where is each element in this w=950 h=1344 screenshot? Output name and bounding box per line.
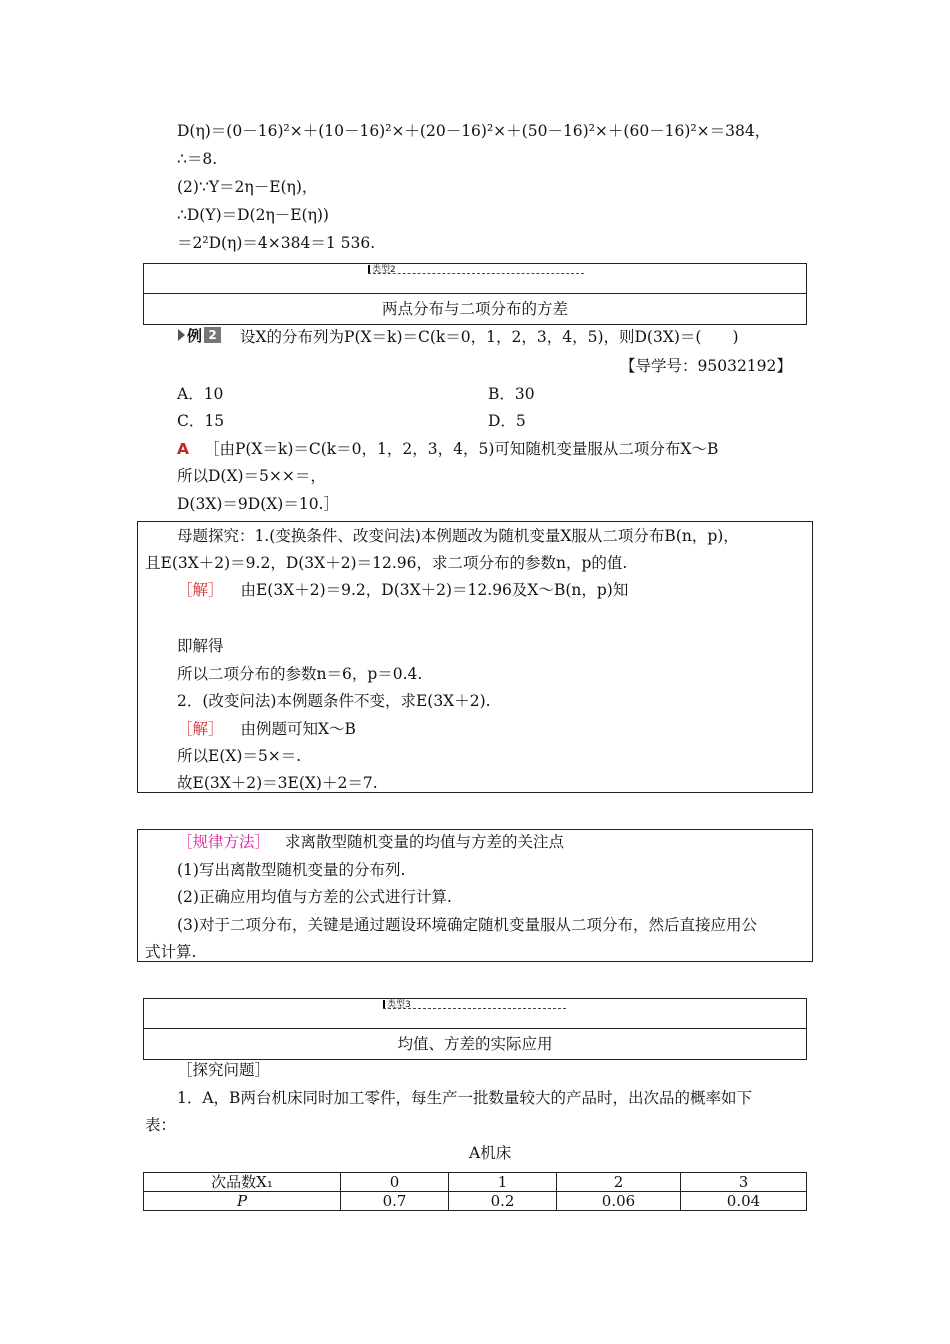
answer-letter: A bbox=[177, 440, 189, 458]
table-cell: 0.7 bbox=[341, 1192, 449, 1211]
motif-line-5: 所以二项分布的参数n＝6，p＝0.4. bbox=[177, 665, 423, 683]
section-title-type2: 两点分布与二项分布的方差 bbox=[381, 300, 568, 318]
motif-line-6: 2．(改变问法)本例题条件不变，求E(3X＋2). bbox=[177, 692, 491, 710]
method-tag: ［规律方法］ bbox=[177, 833, 271, 851]
solution-line-dy: ∴D(Y)＝D(2η－E(η)) bbox=[177, 206, 329, 224]
section-header-type2 bbox=[143, 263, 807, 325]
explore-heading: ［探究问题］ bbox=[177, 1061, 271, 1079]
triangle-icon bbox=[178, 329, 185, 341]
section-title-type3: 均值、方差的实际应用 bbox=[397, 1035, 553, 1053]
table-cell: P bbox=[144, 1192, 341, 1211]
option-b: B．30 bbox=[488, 385, 535, 403]
section-header-type3 bbox=[143, 998, 807, 1060]
divider-dashed bbox=[383, 1008, 566, 1009]
table-cell: 次品数X₁ bbox=[144, 1173, 341, 1192]
solution-line-result: ＝2²D(η)＝4×384＝1 536. bbox=[177, 234, 376, 252]
table-cell: 0 bbox=[341, 1173, 449, 1192]
example-question: 设X的分布列为P(X＝k)＝C(k＝0，1，2，3，4，5)，则D(3X)＝( ) bbox=[240, 328, 739, 346]
motif-line-2: 且E(3X＋2)＝9.2，D(3X＋2)＝12.96，求二项分布的参数n，p的值. bbox=[145, 554, 628, 572]
method-point-2: (2)正确应用均值与方差的公式进行计算. bbox=[177, 888, 452, 906]
method-point-3b: 式计算. bbox=[145, 943, 197, 961]
solution-tag: ［解］ bbox=[177, 720, 224, 738]
answer-line-1: A ［由P(X＝k)＝C(k＝0，1，2，3，4，5)可知随机变量服从二项分布X～B bbox=[177, 440, 719, 458]
section-tag-type3: 类型3 bbox=[383, 1000, 411, 1010]
solution-line-sqrt: ∴＝8. bbox=[177, 150, 218, 168]
method-point-3a: (3)对于二项分布，关键是通过题设环境确定随机变量服从二项分布，然后直接应用公 bbox=[177, 916, 757, 934]
motif-line-1: 母题探究：1.(变换条件、改变问法)本例题改为随机变量X服从二项分布B(n，p)， bbox=[177, 527, 739, 545]
option-d: D．5 bbox=[488, 412, 526, 430]
option-c: C．15 bbox=[177, 412, 225, 430]
guide-number: 【导学号：95032192】 bbox=[620, 357, 792, 375]
motif-solution-2: ［解］ 由例题可知X～B bbox=[177, 720, 356, 738]
method-point-1: (1)写出离散型随机变量的分布列. bbox=[177, 861, 406, 879]
table-cell: 1 bbox=[449, 1173, 557, 1192]
solution-line-variance: D(η)＝(0－16)²×＋(10－16)²×＋(20－16)²×＋(50－16)²×＋(60－16)²×＝384， bbox=[177, 122, 771, 140]
answer-line-2: 所以D(X)＝5××＝， bbox=[177, 467, 326, 485]
method-heading: ［规律方法］ 求离散型随机变量的均值与方差的关注点 bbox=[177, 833, 564, 851]
table-cell: 0.2 bbox=[449, 1192, 557, 1211]
table-cell: 2 bbox=[557, 1173, 681, 1192]
table-cell: 3 bbox=[681, 1173, 807, 1192]
table-cell: 0.06 bbox=[557, 1192, 681, 1211]
divider-dashed bbox=[368, 273, 584, 274]
table-caption: A机床 bbox=[469, 1144, 512, 1162]
table-row bbox=[144, 1192, 807, 1211]
solution-line-2-given: (2)∵Y＝2η－E(η)， bbox=[177, 178, 318, 196]
example-label: 例 2 bbox=[178, 325, 224, 345]
motif-line-4: 即解得 bbox=[177, 637, 224, 655]
explore-question-1b: 表： bbox=[145, 1116, 177, 1134]
motif-line-8: 所以E(X)＝5×＝. bbox=[177, 747, 302, 765]
table-row bbox=[144, 1173, 807, 1192]
motif-solution-1: ［解］ 由E(3X＋2)＝9.2，D(3X＋2)＝12.96及X～B(n，p)知 bbox=[177, 581, 629, 599]
section-tag-type2: 类型2 bbox=[368, 265, 396, 275]
table-cell: 0.04 bbox=[681, 1192, 807, 1211]
answer-line-3: D(3X)＝9D(X)＝10.］ bbox=[177, 495, 339, 513]
solution-tag: ［解］ bbox=[177, 581, 224, 599]
defect-probability-table bbox=[143, 1172, 807, 1211]
option-a: A．10 bbox=[177, 385, 224, 403]
explore-question-1a: 1．A，B两台机床同时加工零件，每生产一批数量较大的产品时，出次品的概率如下 bbox=[177, 1089, 752, 1107]
motif-line-9: 故E(3X＋2)＝3E(X)＋2＝7. bbox=[177, 774, 378, 792]
